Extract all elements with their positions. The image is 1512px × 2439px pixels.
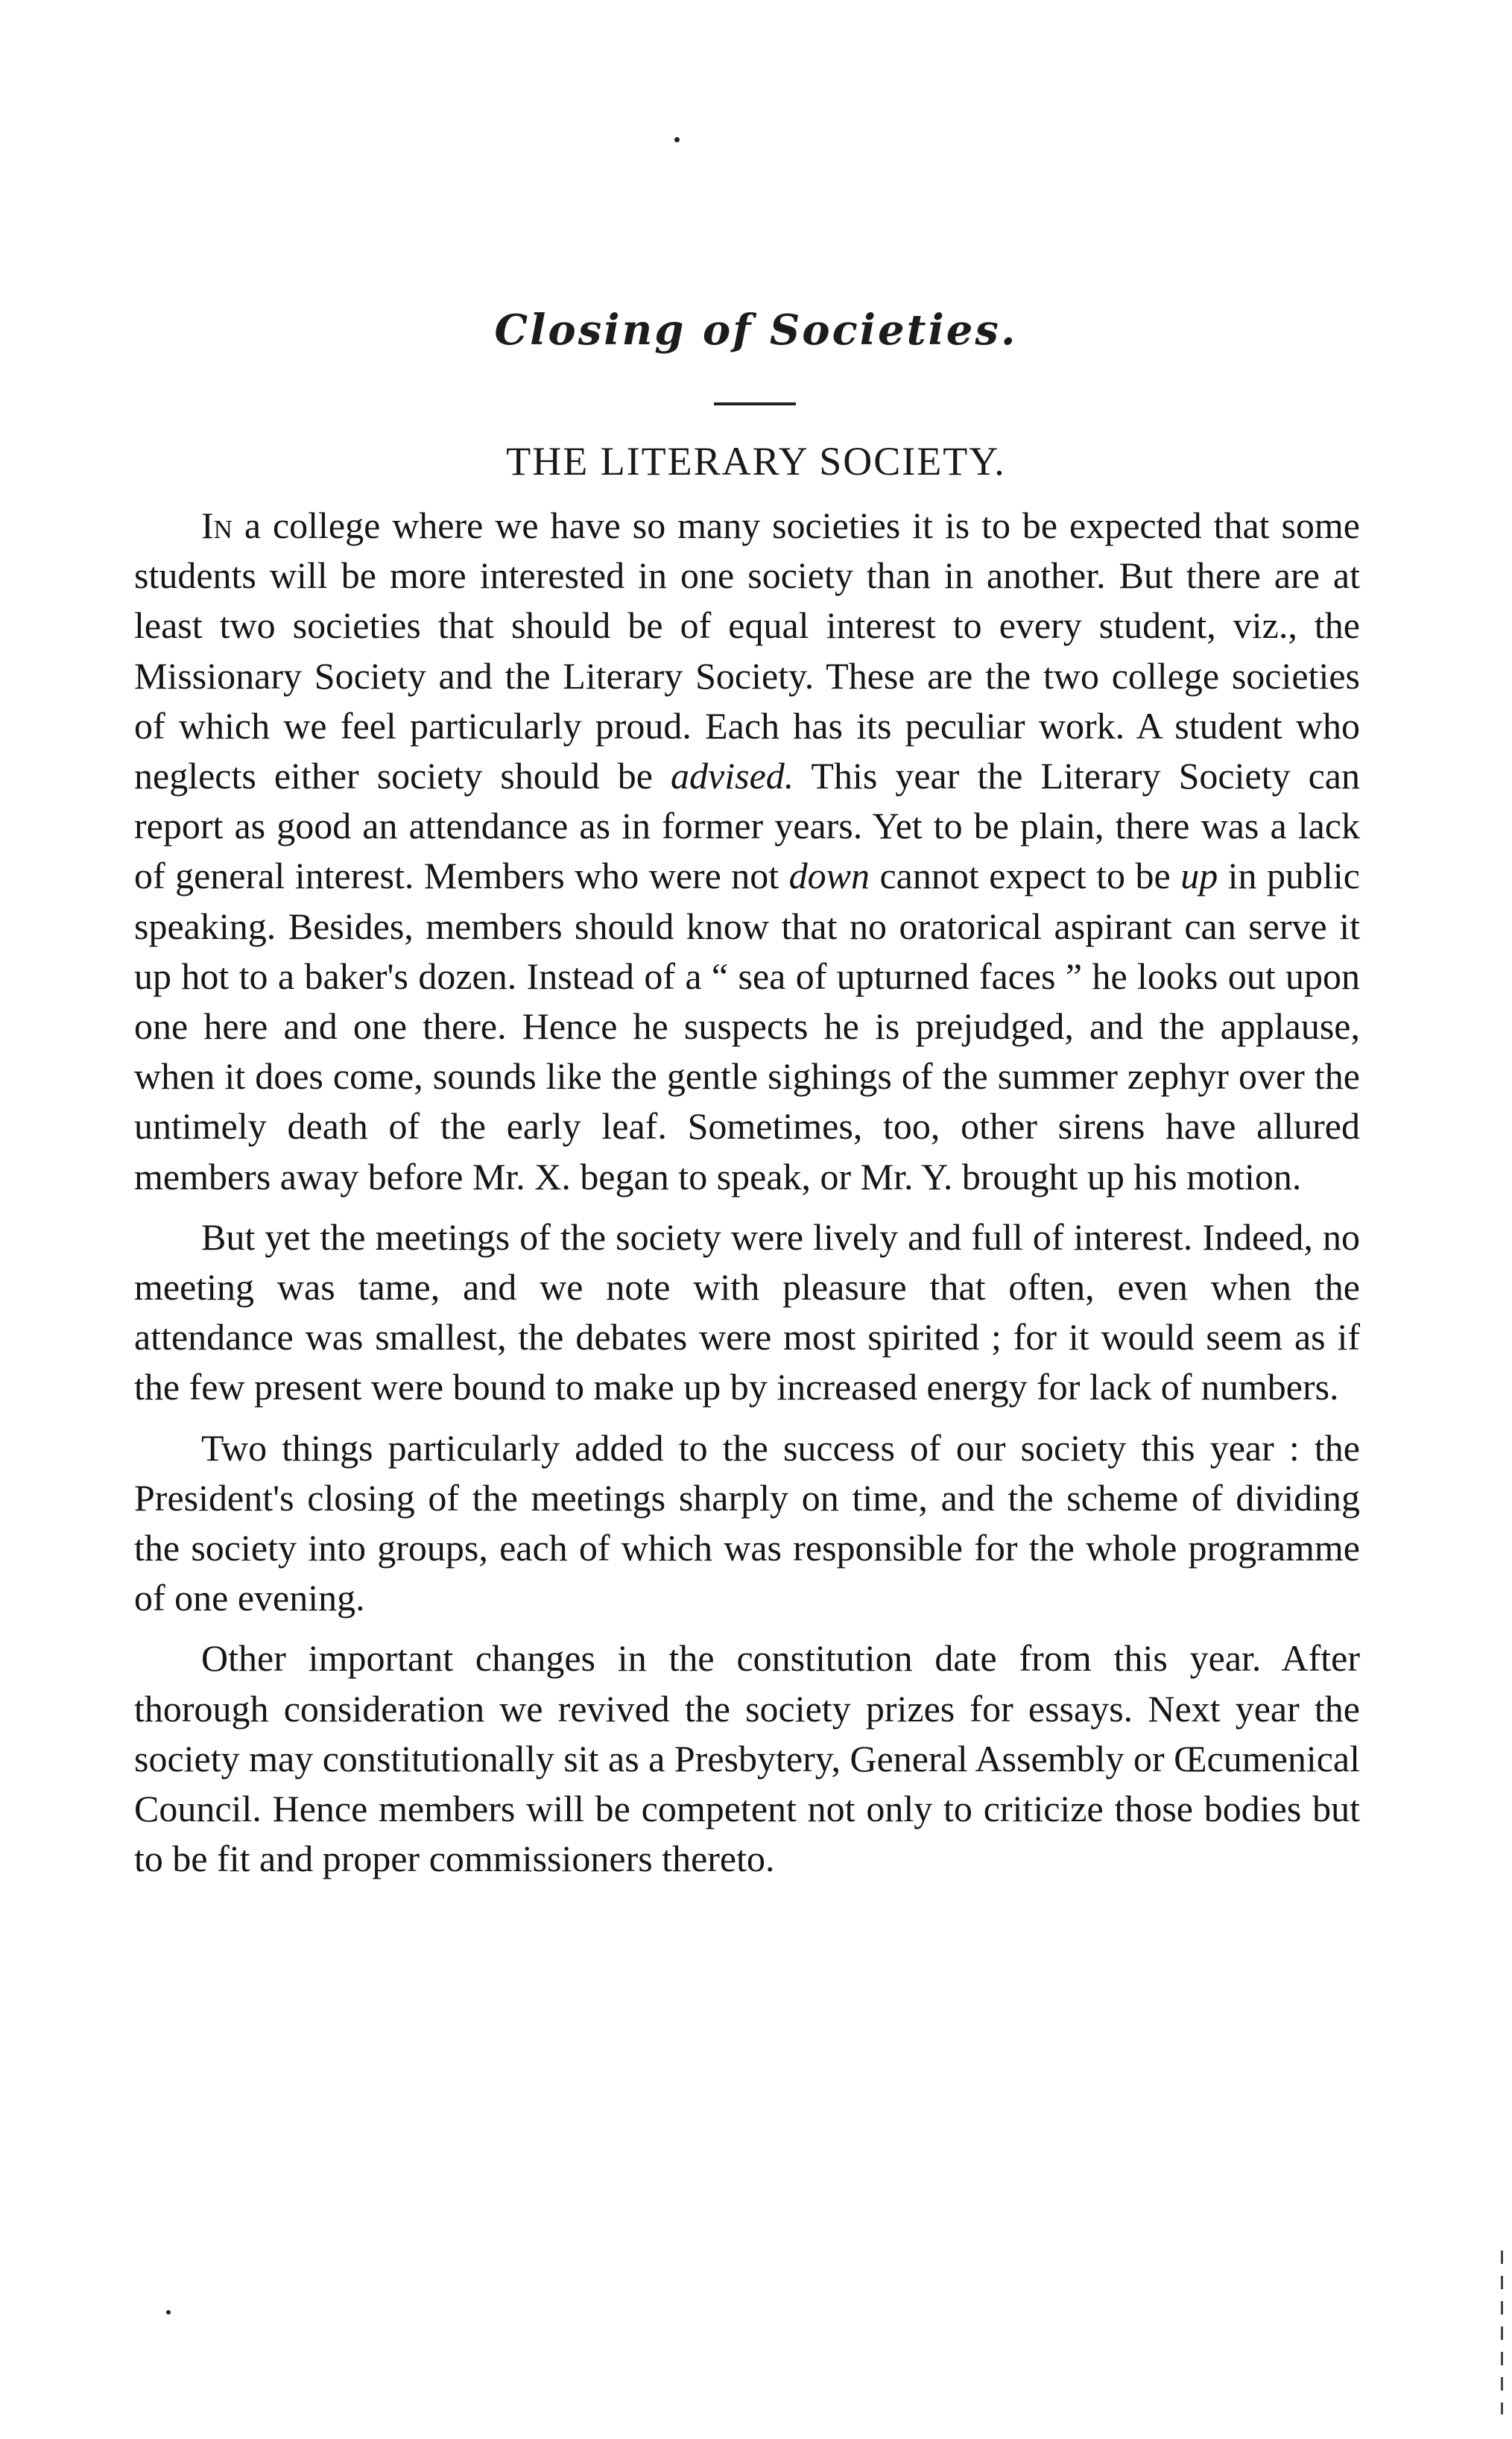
paragraph-4: Other important changes in the constitution date from this year. After thorough consideration we revived the society prizes for essays. Next year the society may constitutionally sit as a Presbytery, General Assembly or Œcumenical Council. Hence members will be competent not only to criticize those bodies but to be fit and proper commissioners thereto. [134,1637,1360,1880]
paragraph-1-segment: in public speaking. Besides, members should know that no oratorical aspirant can serve it up hot to a baker's dozen. Instead of a “ sea of upturned faces ” he looks out upon one here and one there. Hence he suspects he is prejudged, and the applause, when it does come, sounds like the gentle sighings of the summer zephyr over the untimely death of the early leaf. Sometimes, too, other sirens have allured members away before Mr. X. began to speak, or Mr. Y. brought up his motion. [134,855,1360,1198]
paragraph-1 [134,501,1360,1202]
section-heading: Closing of Societies. [494,306,1018,355]
paragraph-1-emphasis-advised: advised. [671,755,794,797]
paragraph-1-segment: This year the Literary Society can report as good an attendance as in former years. Yet to be plain, there was a lack of general interest. Members who were not [134,755,1360,897]
paragraph-1-emphasis-down: down [788,855,870,897]
article-body [134,501,1360,1894]
article-title: THE LITERARY SOCIETY. [506,439,1006,484]
ink-speck-top [674,137,680,142]
paragraph-1-emphasis-up: up [1180,855,1218,897]
ink-speck-bottom [166,2310,171,2315]
paragraph-1-first-word: In [201,504,233,546]
page-edge-mark [1501,2250,1503,2414]
heading-rule [714,402,796,405]
paragraph-1-segment: a college where we have so many societies it is to be expected that some students will be more interested in one society than in another. But there are at least two societies that should be of equal interest to every student, viz., the Missionary Society and the Literary Society. These are the two college societies of which we feel particularly proud. Each has its peculiar work. A student who neglects either society should be [134,504,1360,797]
paragraph-2: But yet the meetings of the society were lively and full of interest. Indeed, no meeting was tame, and we note with pleasure that often, even when the attendance was smallest, the debates were most spirited ; for it would seem as if the few present were bound to make up by increased energy for lack of numbers. [134,1215,1360,1408]
paragraph-1-segment: cannot expect to be [870,855,1181,897]
paragraph-3: Two things particularly added to the success of our society this year : the President's closing of the meetings sharply on time, and the scheme of dividing the society into groups, each of which was responsible for the whole programme of one evening. [134,1426,1360,1619]
